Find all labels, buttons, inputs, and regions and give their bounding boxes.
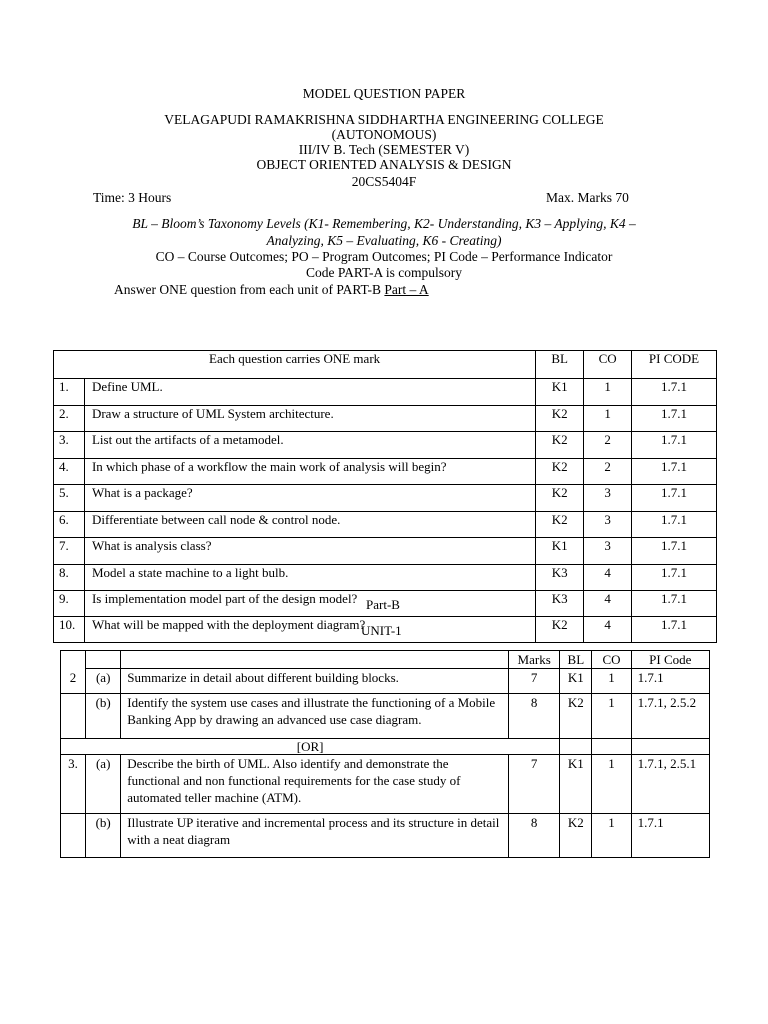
- unit-title: UNIT-1: [361, 623, 402, 638]
- part-b-header-row: [61, 651, 710, 669]
- answer-text: Answer ONE question from each unit of PART-B: [114, 282, 382, 297]
- q-bl: K3: [536, 591, 584, 617]
- q-text: Describe the birth of UML. Also identify and demonstrate the functional and non functional requirements for the case study of automated teller machine (ATM).: [121, 755, 509, 814]
- q-pi: 1.7.1: [632, 565, 717, 591]
- q-no: 3.: [61, 755, 86, 814]
- q-pi: 1.7.1: [632, 617, 717, 643]
- header-bl: BL: [560, 651, 592, 669]
- q-no: 6.: [54, 512, 85, 538]
- header-bl: BL: [536, 351, 584, 379]
- q-pi: 1.7.1: [632, 432, 717, 459]
- q-no: 7.: [54, 538, 85, 565]
- q-bl: K1: [536, 379, 584, 406]
- q-no: 5.: [54, 485, 85, 512]
- q-bl: K1: [560, 755, 592, 814]
- q-co: 1: [584, 406, 632, 432]
- subject-code: 20CS5404F: [351, 174, 417, 189]
- table-row: [61, 814, 710, 858]
- q-no: 8.: [54, 565, 85, 591]
- q-text: Model a state machine to a light bulb.: [84, 565, 535, 591]
- q-text: What will be mapped with the deployment diagram?: [84, 617, 535, 643]
- q-sub: (b): [86, 814, 121, 858]
- q-text: Define UML.: [84, 379, 535, 406]
- q-pi: 1.7.1: [632, 485, 717, 512]
- q-pi: 1.7.1: [632, 379, 717, 406]
- header-co: CO: [584, 351, 632, 379]
- table-row: [54, 512, 717, 538]
- part-a-link: Part – A: [384, 282, 429, 297]
- table-row: [54, 379, 717, 406]
- q-co: 2: [584, 459, 632, 485]
- q-co: 1: [592, 755, 631, 814]
- q-no: 10.: [54, 617, 85, 643]
- header-question: Each question carries ONE mark: [54, 351, 536, 379]
- q-marks: 7: [509, 755, 560, 814]
- q-text: List out the artifacts of a metamodel.: [84, 432, 535, 459]
- header-pi: PI CODE: [632, 351, 717, 379]
- table-row: [61, 694, 710, 739]
- q-pi: 1.7.1, 2.5.2: [631, 694, 709, 739]
- q-text: In which phase of a workflow the main work of analysis will begin?: [84, 459, 535, 485]
- q-co: 1: [584, 379, 632, 406]
- table-row: [54, 459, 717, 485]
- q-pi: 1.7.1: [632, 406, 717, 432]
- q-pi: 1.7.1, 2.5.1: [631, 755, 709, 814]
- q-co: 1: [592, 814, 631, 858]
- bl-legend-line1: BL – Bloom’s Taxonomy Levels (K1- Remembering, K2- Understanding, K3 – Applying, K4 –: [132, 216, 636, 231]
- q-bl: K2: [536, 512, 584, 538]
- q-text: Differentiate between call node & control node.: [84, 512, 535, 538]
- bl-legend-line2: Analyzing, K5 – Evaluating, K6 - Creating): [266, 233, 502, 248]
- part-b-table: [60, 650, 710, 858]
- autonomous-label: (AUTONOMOUS): [331, 127, 437, 142]
- q-text: Draw a structure of UML System architecture.: [84, 406, 535, 432]
- q-pi: 1.7.1: [632, 512, 717, 538]
- co-legend: CO – Course Outcomes; PO – Program Outcomes; PI Code – Performance Indicator: [155, 249, 613, 264]
- table-row: [54, 432, 717, 459]
- q-text: Summarize in detail about different building blocks.: [121, 669, 509, 694]
- college-name: VELAGAPUDI RAMAKRISHNA SIDDHARTHA ENGINEERING COLLEGE: [164, 112, 604, 127]
- q-pi: 1.7.1: [631, 814, 709, 858]
- q-bl: K2: [560, 694, 592, 739]
- q-no: 9.: [54, 591, 85, 617]
- q-bl: K2: [560, 814, 592, 858]
- part-b-title: Part-B: [366, 597, 400, 612]
- q-sub: (a): [86, 755, 121, 814]
- answer-instruction: [114, 282, 429, 298]
- q-no: 2.: [54, 406, 85, 432]
- table-row: [54, 406, 717, 432]
- q-co: 4: [584, 591, 632, 617]
- or-label: [OR]: [61, 739, 560, 755]
- q-co: 3: [584, 512, 632, 538]
- q-pi: 1.7.1: [632, 459, 717, 485]
- q-co: 1: [592, 694, 631, 739]
- table-row: [54, 538, 717, 565]
- q-sub: (b): [86, 694, 121, 739]
- header-pi: PI Code: [631, 651, 709, 669]
- q-co: 3: [584, 538, 632, 565]
- header-co: CO: [592, 651, 631, 669]
- q-no: 4.: [54, 459, 85, 485]
- q-bl: K1: [560, 669, 592, 694]
- code-line: Code PART-A is compulsory: [305, 265, 463, 280]
- time-label: Time: 3 Hours: [93, 190, 172, 205]
- q-bl: K3: [536, 565, 584, 591]
- course-year: III/IV B. Tech (SEMESTER V): [298, 142, 470, 157]
- max-marks-label: Max. Marks 70: [546, 190, 629, 205]
- subject-title: OBJECT ORIENTED ANALYSIS & DESIGN: [256, 157, 512, 172]
- q-marks: 8: [509, 814, 560, 858]
- q-bl: K1: [536, 538, 584, 565]
- q-no: 1.: [54, 379, 85, 406]
- q-co: 4: [584, 565, 632, 591]
- q-marks: 8: [509, 694, 560, 739]
- q-text: Identify the system use cases and illustrate the functioning of a Mobile Banking App by drawing an advanced use case diagram.: [121, 694, 509, 739]
- table-row: [54, 485, 717, 512]
- table-row: [61, 669, 710, 694]
- q-co: 2: [584, 432, 632, 459]
- q-bl: K2: [536, 432, 584, 459]
- q-bl: K2: [536, 406, 584, 432]
- q-marks: 7: [509, 669, 560, 694]
- paper-type: MODEL QUESTION PAPER: [302, 86, 466, 101]
- q-text: Is implementation model part of the design model?: [84, 591, 535, 617]
- header-marks: Marks: [509, 651, 560, 669]
- q-no: 3.: [54, 432, 85, 459]
- q-no: 2: [61, 669, 86, 694]
- table-row: [61, 755, 710, 814]
- or-row: [61, 739, 710, 755]
- q-pi: 1.7.1: [632, 591, 717, 617]
- q-bl: K2: [536, 459, 584, 485]
- q-bl: K2: [536, 617, 584, 643]
- q-co: 1: [592, 669, 631, 694]
- q-bl: K2: [536, 485, 584, 512]
- table-row: [54, 565, 717, 591]
- q-text: What is analysis class?: [84, 538, 535, 565]
- q-text: What is a package?: [84, 485, 535, 512]
- q-pi: 1.7.1: [631, 669, 709, 694]
- q-sub: (a): [86, 669, 121, 694]
- q-co: 4: [584, 617, 632, 643]
- q-text: Illustrate UP iterative and incremental process and its structure in detail with a neat diagram: [121, 814, 509, 858]
- q-pi: 1.7.1: [632, 538, 717, 565]
- part-a-header-row: [54, 351, 717, 379]
- q-co: 3: [584, 485, 632, 512]
